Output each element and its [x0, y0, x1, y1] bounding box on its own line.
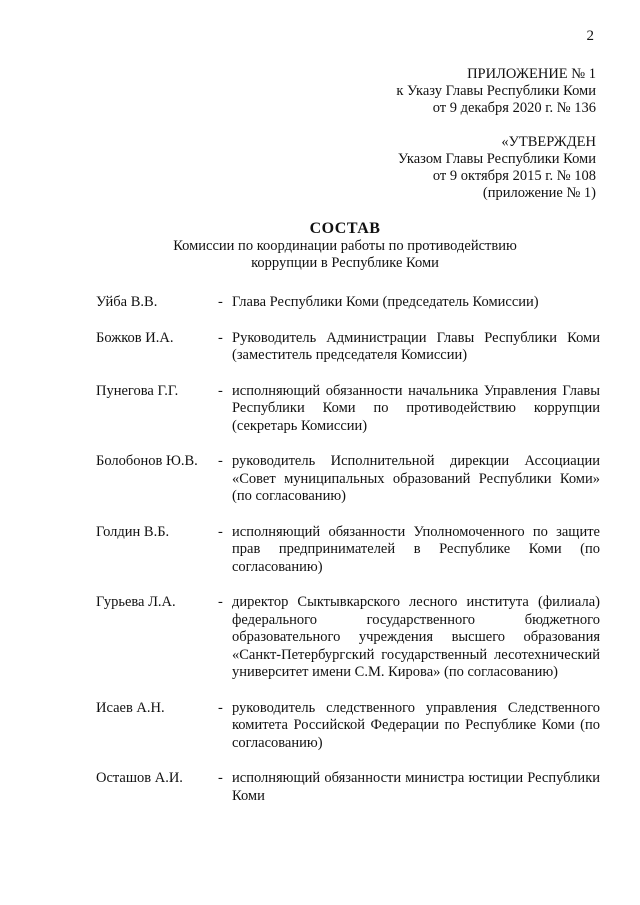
appendix-header: [396, 66, 596, 117]
member-role: руководитель Исполнительной дирекции Ассоциации «Совет муниципальных образований Республики Коми» (по согласованию): [232, 453, 600, 504]
document-subtitle-line-1: Комиссии по координации работы по противодействию: [173, 238, 517, 254]
member-dash: -: [218, 294, 223, 310]
member-dash: -: [218, 453, 223, 469]
member-dash: -: [218, 382, 223, 399]
members-list: [96, 294, 600, 823]
appendix-line-2: к Указу Главы Республики Коми: [396, 83, 596, 99]
member-name: Пунегова Г.Г.: [96, 382, 179, 399]
member-role: руководитель следственного управления Следственного комитета Российской Федерации по Республике Коми (по согласованию): [232, 699, 600, 751]
member-entry: [96, 383, 600, 436]
appendix-line-3: от 9 декабря 2020 г. № 136: [432, 100, 596, 116]
document-title-block: [0, 220, 640, 272]
approval-line-1: «УТВЕРЖДЕН: [501, 134, 596, 150]
approval-line-3: от 9 октября 2015 г. № 108: [432, 168, 596, 184]
member-role: Глава Республики Коми (председатель Комиссии): [232, 294, 539, 310]
member-entry: [96, 330, 600, 365]
member-role: исполняющий обязанности начальника Управления Главы Республики Коми по противодействию коррупции (секретарь Комиссии): [232, 382, 600, 434]
member-dash: -: [218, 329, 223, 346]
approval-line-2: Указом Главы Республики Коми: [397, 151, 596, 167]
appendix-line-1: ПРИЛОЖЕНИЕ № 1: [467, 66, 596, 82]
member-entry: [96, 524, 600, 577]
member-entry: [96, 453, 600, 506]
member-name: Исаев А.Н.: [96, 699, 165, 716]
member-entry: [96, 700, 600, 753]
member-dash: -: [218, 523, 223, 540]
approval-header: [398, 134, 596, 202]
member-name: Уйба В.В.: [96, 294, 158, 310]
member-entry: [96, 594, 600, 682]
member-role: директор Сыктывкарского лесного института (филиала) федерального государственного бюджетного образовательного учреждения высшего образования «Санкт-Петербургский государственный лесотехнический университет имени С.М. Кирова» (по согласованию): [232, 594, 600, 680]
member-name: Голдин В.Б.: [96, 523, 170, 540]
member-name: Гурьева Л.А.: [96, 594, 176, 610]
member-entry: [96, 770, 600, 805]
member-name: Осташов А.И.: [96, 770, 183, 786]
approval-line-4: (приложение № 1): [482, 185, 596, 201]
document-title: СОСТАВ: [309, 220, 381, 237]
member-dash: -: [218, 699, 223, 716]
page-number: 2: [586, 28, 594, 44]
member-entry: [96, 294, 600, 312]
document-subtitle-line-2: коррупции в Республике Коми: [251, 255, 439, 271]
member-dash: -: [218, 594, 223, 610]
member-dash: -: [218, 770, 223, 786]
member-name: Болобонов Ю.В.: [96, 453, 198, 469]
member-role: исполняющий обязанности Уполномоченного по защите прав предпринимателей в Республике Коми (по согласованию): [232, 523, 600, 575]
member-name: Божков И.А.: [96, 329, 174, 346]
member-role: исполняющий обязанности министра юстиции Республики Коми: [232, 770, 600, 804]
member-role: Руководитель Администрации Главы Республики Коми (заместитель председателя Комиссии): [232, 329, 600, 363]
